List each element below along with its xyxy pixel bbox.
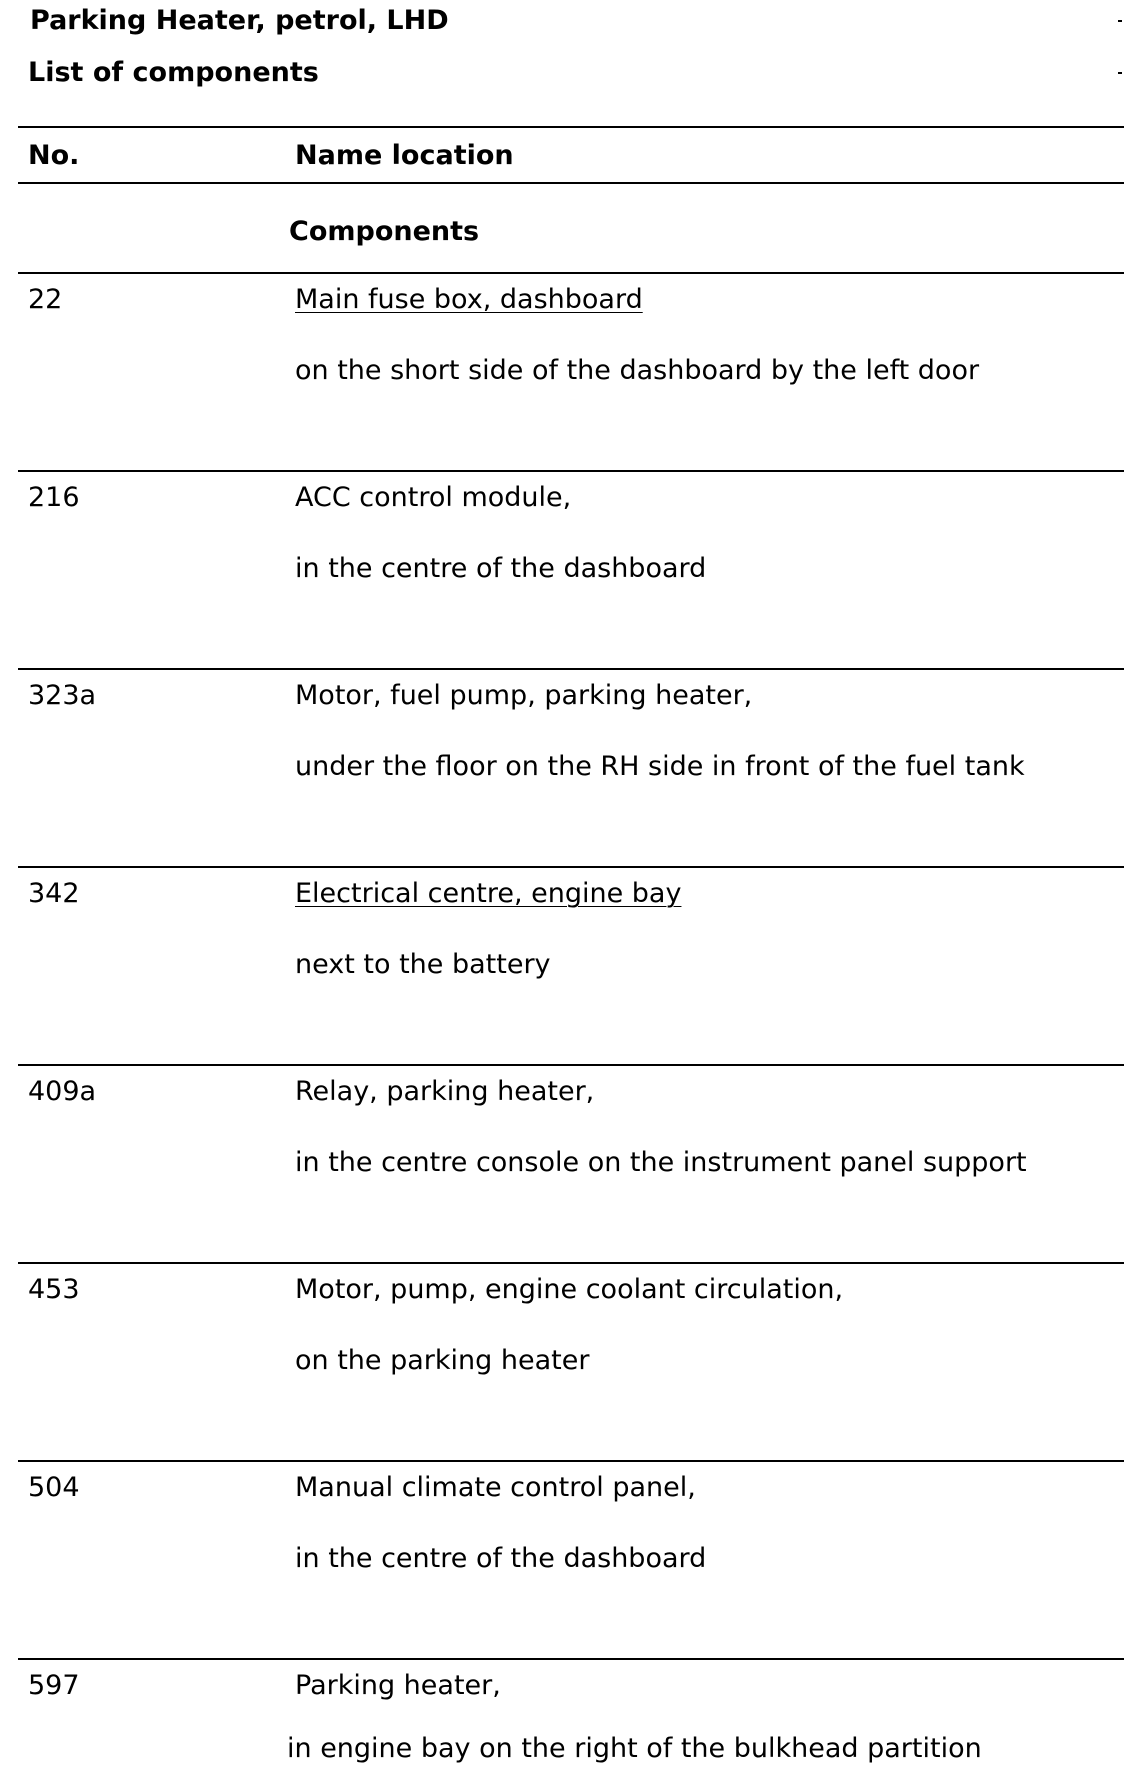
component-location: in the centre console on the instrument panel support <box>295 1147 1027 1178</box>
component-number: 504 <box>28 1472 80 1503</box>
component-number: 342 <box>28 878 80 909</box>
component-name: Parking heater, <box>295 1670 501 1701</box>
component-number: 22 <box>28 284 63 315</box>
component-location: in the centre of the dashboard <box>295 1543 707 1574</box>
component-number: 323a <box>28 680 97 711</box>
row-divider <box>18 668 1124 670</box>
component-location: on the short side of the dashboard by the left door <box>295 355 980 386</box>
row-divider <box>18 866 1124 868</box>
component-name: Relay, parking heater, <box>295 1076 595 1107</box>
component-name: ACC control module, <box>295 482 572 513</box>
component-location: in engine bay on the right of the bulkhead partition <box>287 1733 982 1764</box>
tick-mark <box>1118 72 1122 74</box>
row-divider <box>18 1658 1124 1660</box>
component-location: on the parking heater <box>295 1345 590 1376</box>
component-number: 597 <box>28 1670 80 1701</box>
component-location: in the centre of the dashboard <box>295 553 707 584</box>
component-name: Motor, pump, engine coolant circulation, <box>295 1274 844 1305</box>
row-divider <box>18 272 1124 274</box>
component-name: Manual climate control panel, <box>295 1472 696 1503</box>
row-divider <box>18 1262 1124 1264</box>
component-number: 216 <box>28 482 80 513</box>
component-name-link[interactable]: Main fuse box, dashboard <box>295 284 643 315</box>
component-location: under the floor on the RH side in front of the fuel tank <box>295 751 1025 782</box>
column-header-no: No. <box>28 140 80 171</box>
row-divider <box>18 1064 1124 1066</box>
component-location: next to the battery <box>295 949 551 980</box>
document-subtitle: List of components <box>28 57 319 88</box>
table-top-rule <box>18 126 1124 128</box>
section-label-components: Components <box>289 216 480 247</box>
column-header-name-location: Name location <box>295 140 514 171</box>
header-divider <box>18 182 1124 184</box>
tick-mark <box>1118 20 1122 22</box>
row-divider <box>18 1460 1124 1462</box>
document-title: Parking Heater, petrol, LHD <box>30 5 449 36</box>
component-name: Motor, fuel pump, parking heater, <box>295 680 753 711</box>
component-name-link[interactable]: Electrical centre, engine bay <box>295 878 682 909</box>
component-number: 409a <box>28 1076 97 1107</box>
component-number: 453 <box>28 1274 80 1305</box>
row-divider <box>18 470 1124 472</box>
